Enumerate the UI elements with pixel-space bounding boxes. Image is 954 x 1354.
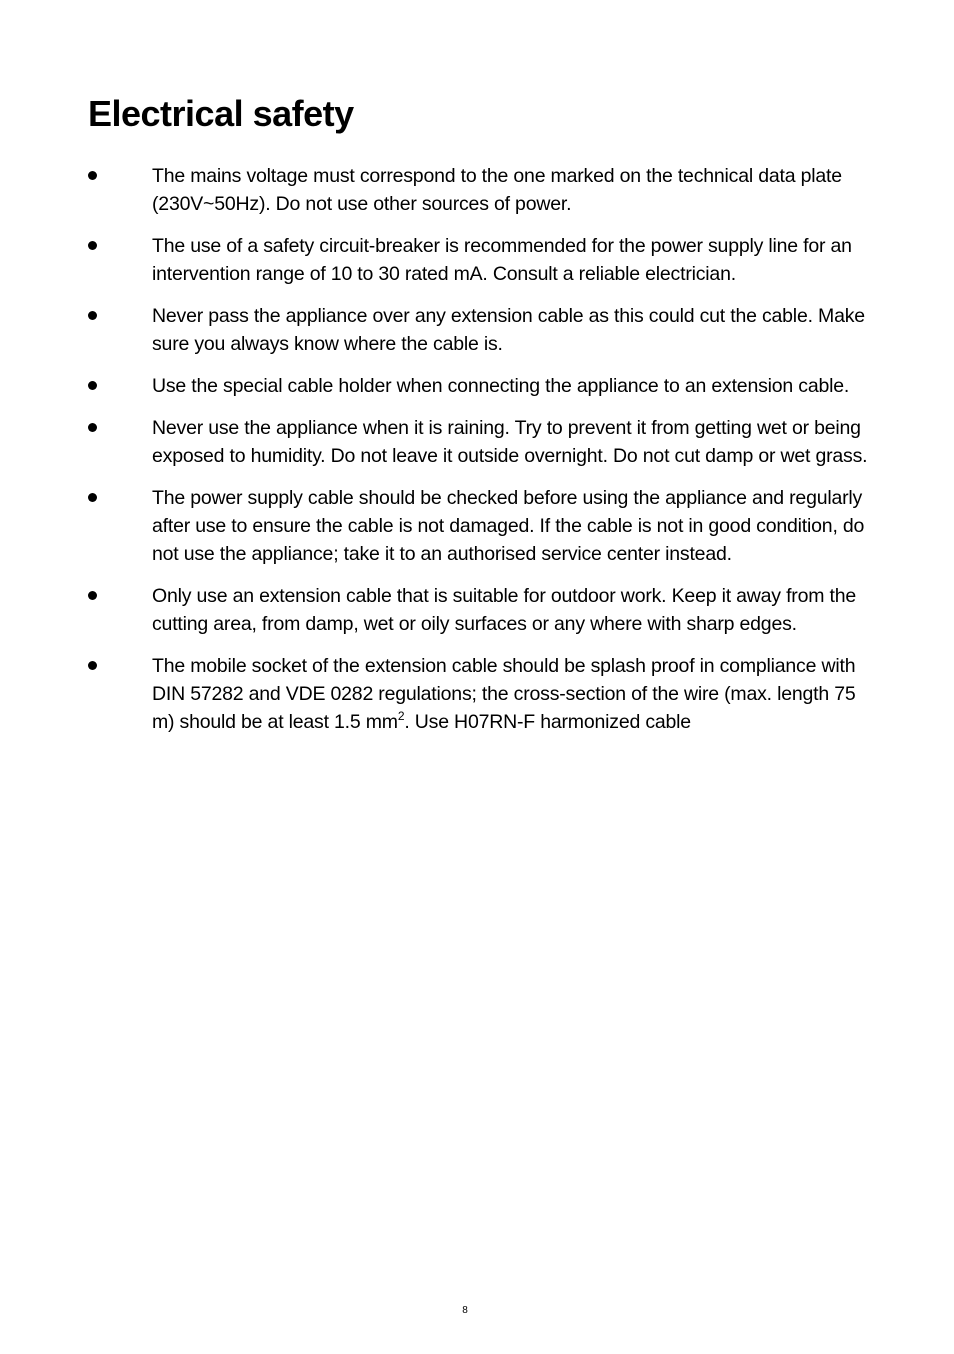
list-item-text: The mains voltage must correspond to the one marked on the technical data plate (230V~50Hz). Do not use other sources of power. (152, 165, 842, 215)
list-item (88, 162, 868, 218)
bullet-icon (88, 591, 97, 600)
page-number: 8 (462, 1305, 468, 1316)
superscript: 2 (397, 709, 405, 723)
list-item (88, 582, 868, 638)
bullet-icon (88, 493, 97, 502)
bullet-icon (88, 381, 97, 390)
list-item-text: The power supply cable should be checked before using the appliance and regularly after use to ensure the cable is not damaged. If the cable is not in good condition, do not use the appliance; take it to an authorised service center instead. (152, 487, 865, 565)
page-title: Electrical safety (88, 93, 354, 134)
list-item-text: The use of a safety circuit-breaker is recommended for the power supply line for an intervention range of 10 to 30 rated mA. Consult a reliable electrician. (152, 235, 852, 285)
list-item (88, 414, 868, 470)
list-item-text: Only use an extension cable that is suitable for outdoor work. Keep it away from the cutting area, from damp, wet or oily surfaces or any where with sharp edges. (152, 585, 857, 635)
bullet-icon (88, 311, 97, 320)
text-segment: The mobile socket of the extension cable should be splash proof in compliance with DIN 57282 and VDE 0282 regulations; the cross-section of the wire (max. length 75 m) should be at least 1.5 mm (152, 655, 856, 733)
bullet-icon (88, 423, 97, 432)
list-item (88, 232, 868, 288)
list-item-text: Never pass the appliance over any extension cable as this could cut the cable. Make sure you always know where the cable is. (152, 305, 865, 355)
bullet-icon (88, 171, 97, 180)
bullet-icon (88, 241, 97, 250)
list-item (88, 652, 868, 736)
list-item-text (152, 655, 856, 733)
text-segment: . Use H07RN-F harmonized cable (404, 711, 691, 733)
list-item (88, 372, 868, 400)
safety-list (88, 162, 868, 750)
list-item-text: Never use the appliance when it is raining. Try to prevent it from getting wet or being exposed to humidity. Do not leave it outside overnight. Do not cut damp or wet grass. (152, 417, 868, 467)
list-item (88, 302, 868, 358)
list-item (88, 484, 868, 568)
bullet-icon (88, 661, 97, 670)
list-item-text: Use the special cable holder when connecting the appliance to an extension cable. (152, 375, 850, 397)
